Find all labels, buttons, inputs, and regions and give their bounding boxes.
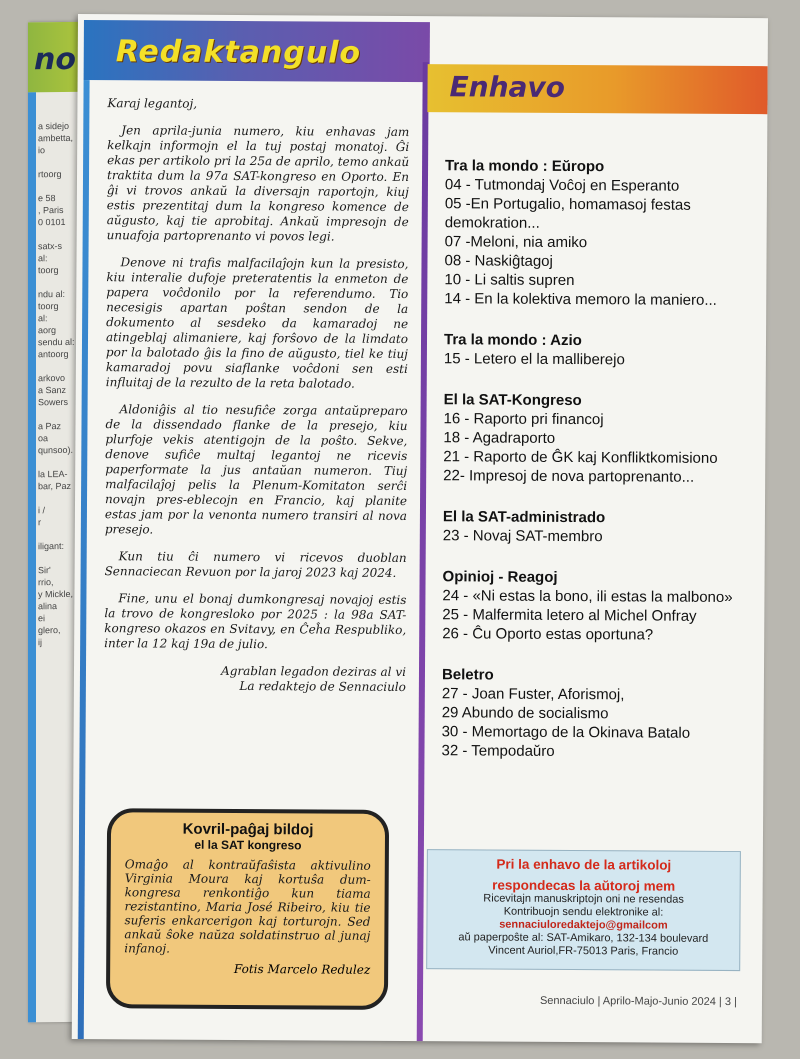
underlying-text-line: io [38,145,46,156]
contents-item: 27 - Joan Fuster, Aforismoj, [441,685,625,704]
contents-item: 18 - Agadraporto [443,429,556,447]
underlying-text-line: sendu al: [38,336,75,348]
underlying-text-line: arkovo [38,372,66,384]
contents-item: 24 - «Ni estas la bono, ili estas la malbono» [442,587,733,607]
magazine-page [72,14,768,1043]
underlying-text-line: y Mickle, [38,588,74,600]
underlying-text-line: glero, [38,625,61,636]
contents-item: 04 - Tutmondaj Voĉoj en Esperanto [444,176,680,195]
notice-title-line-2: respondecas la aŭtoroj mem [492,877,676,894]
notice-address: Vincent Auriol,FR-75013 Paris, Francio [488,944,679,958]
underlying-text-line: a Paz [38,421,62,432]
contents-item: 26 - Ĉu Oporto estas oportuna? [442,625,654,644]
contents-header [427,64,767,114]
underlying-text-line: al: [38,313,48,324]
contents-item: 14 - En la kolektiva memoro la maniero... [444,290,717,309]
underlying-text-line: , Paris [38,204,64,216]
salutation: Karaj legantoj, [107,96,198,111]
underlying-text-line: qunsoo). [38,444,74,456]
contents-item: 21 - Raporto de ĜK kaj Konfliktkomisiono [443,448,718,467]
underlying-text-line: a Sanz [38,384,67,396]
editorial-side-bar [78,80,90,1039]
contents-title: Enhavo [449,70,566,104]
underlying-text-line: Sir' [38,565,51,576]
photographer-credit: Fotis Marcelo Redulez [233,961,371,977]
underlying-page-bar [28,92,36,1022]
underlying-text-line: antoorg [38,348,69,360]
contents-section [444,330,764,370]
underlying-text-line: toorg [38,265,59,276]
underlying-text-line: iligant: [38,540,65,552]
notice-line: Kontribuojn sendu elektronike al: [503,905,664,919]
contents-item: 07 -Meloni, nia amiko [444,233,588,252]
underlying-text-line: la LEA- [38,468,68,480]
contents-item: 25 - Malfermita letero al Michel Onfray [442,606,697,625]
contents-item: 15 - Letero el la malliberejo [443,350,625,369]
underlying-text-line: e 58 [38,193,56,204]
contents-item: 23 - Novaj SAT-membro [442,527,603,546]
contents-item: 32 - Tempodaŭro [441,742,555,760]
closing-line: Agrablan legadon deziras al vi [221,663,407,680]
contents-section [442,567,762,645]
underlying-text-line: oa [38,433,49,444]
contents-section [444,156,765,310]
section-title: Tra la mondo : Azio [443,331,582,350]
contents-item: 30 - Memortago de la Okinava Batalo [441,723,691,742]
contents-section [443,507,763,547]
contents-item: 29 Abundo de socialismo [441,704,609,723]
contents-item: 05 -En Portugalio, homamasoj festas demokration... [444,195,691,232]
editorial-paragraph: Fine, unu el bonaj dumkongresaj novajoj estis la trovo de kongresloko por 2025 : la 98a SAT-kongreso okazos en Svitavy, en Ĉeĥa Respubliko, inter la 12 kaj 19a de julio. [104,591,407,652]
section-title: Tra la mondo : Eŭropo [445,157,605,176]
notice-title-line-1: Pri la enhavo de la artikoloj [496,856,672,873]
closing-signature: La redaktejo de Sennaciulo [239,678,406,695]
underlying-text-line: ei [38,613,46,624]
cover-photos-title: Kovril-paĝaj bildoj [182,820,314,839]
cover-photos-subtitle: el la SAT kongreso [194,837,302,853]
underlying-text-line: satx-s [38,241,63,252]
section-title: Beletro [441,666,494,684]
cover-photos-box [106,808,389,1010]
page-footer: Sennaciulo | Aprilo-Majo-Junio 2024 | 3 | [539,994,737,1009]
section-title: El la SAT-administrado [442,508,606,527]
underlying-text-line: rrio, [38,577,54,588]
contents-item: 08 - Naskiĝtagoj [444,252,553,270]
underlying-text-line: r [38,517,41,528]
submission-notice [426,849,741,971]
contents-item: 16 - Raporto pri financoj [443,410,604,429]
cover-photos-text: Omaĝo al kontraŭfaŝista aktivulino Virginia Moura kaj kortuŝa dum-kongresa renkontiĝo kun tiama rezistantino, Maria José Ribeiro, kiu tie suferis enkarcerigon kaj torturojn. Sed ankaŭ ŝoke naŭza soldatinstruo al junaj infanoj. [124,857,371,956]
editorial-paragraph: Denove ni trafis malfacilaĵojn kun la presisto, kiu interalie dufoje preteratentis la enmeton de papera voĉdonilo por la referendumo. Tio necesigis apartan poŝtan sendon de la dokumento al sesdeko da kamaradoj ne atingeblaj alimaniere, kaj forŝovo de la limdato por la balotado ĝis la fino de aŭgusto, tiel ke tiuj kamaradoj povu siaflanke voĉdoni sen esti influitaj de la rezulto de la reta balotado. [105,255,409,391]
underlying-text-line: toorg [38,301,59,312]
underlying-page-title: no [34,41,76,78]
editorial-header [84,20,430,82]
contents-section [443,390,764,487]
editorial-letter [104,96,410,695]
notice-address: aŭ paperpoŝte al: SAT-Amikaro, 132-134 boulevard [458,931,709,945]
contents-item: 10 - Li saltis supren [444,271,575,290]
contents-section [441,665,762,762]
underlying-text-line: a sidejo [38,120,70,132]
table-of-contents [441,156,765,784]
underlying-text-line: ij [38,637,42,648]
editorial-paragraph: Kun tiu ĉi numero vi ricevos duoblan Sennaciecan Revuon por la jaroj 2023 kaj 2024. [104,549,407,580]
section-title: Opinioj - Reagoj [442,568,558,586]
editorial-paragraph: Jen aprila-junia numero, kiu enhavas jam kelkajn informojn el la tuj postaj monatoj. Ĝi ekas per artikolo pri la 25a de aprilo, temo ankaŭ traktita dum la 97a SAT-kongreso en Oporto. En ĝi vi trovos ankaŭ la diversajn raportojn, kiuj estis prezentitaj dum la kongreso komence de aŭgusto, kaj tie aprobitaj. Ankaŭ impresojn de unuafoja partoprenanto vi povos legi. [106,123,410,244]
underlying-text-line: rtoorg [38,169,62,180]
underlying-text-line: alina [38,601,58,612]
notice-email: sennaciuloredaktejo@gmailcom [499,918,668,932]
underlying-text-line: ambetta, [38,132,74,144]
underlying-text-line: aorg [38,325,57,336]
underlying-text-line: al: [38,253,48,264]
underlying-text-line: bar, Paz [38,480,72,492]
contents-item: 22- Impresoj de nova partoprenanto... [443,467,695,486]
notice-line: Ricevitajn manuskriptojn oni ne resendas [483,892,684,906]
editorial-paragraph: Aldoniĝis al tio nesufiĉe zorga antaŭpreparo de la dissendado flanke de la presejo, kiu plurfoje vekis atentigojn de la poŝto. Sekve, denove sufiĉe multaj legantoj ne ricevis paperformate la jus antaŭan numeron. Tiuj malfacilaĵoj pelis la Plenum-Komitaton serĉi novajn pres-eblecojn en Francio, kaj planite estas jam por la venonta numero transiri al nova presejo. [104,402,408,537]
editorial-title: Redaktangulo [115,34,362,71]
underlying-text-line: Sowers [38,396,69,408]
underlying-text-line: 0 0101 [38,216,66,228]
section-title: El la SAT-Kongreso [443,391,582,410]
underlying-text-line: i / [38,505,46,516]
underlying-text-line: ndu al: [38,288,66,300]
